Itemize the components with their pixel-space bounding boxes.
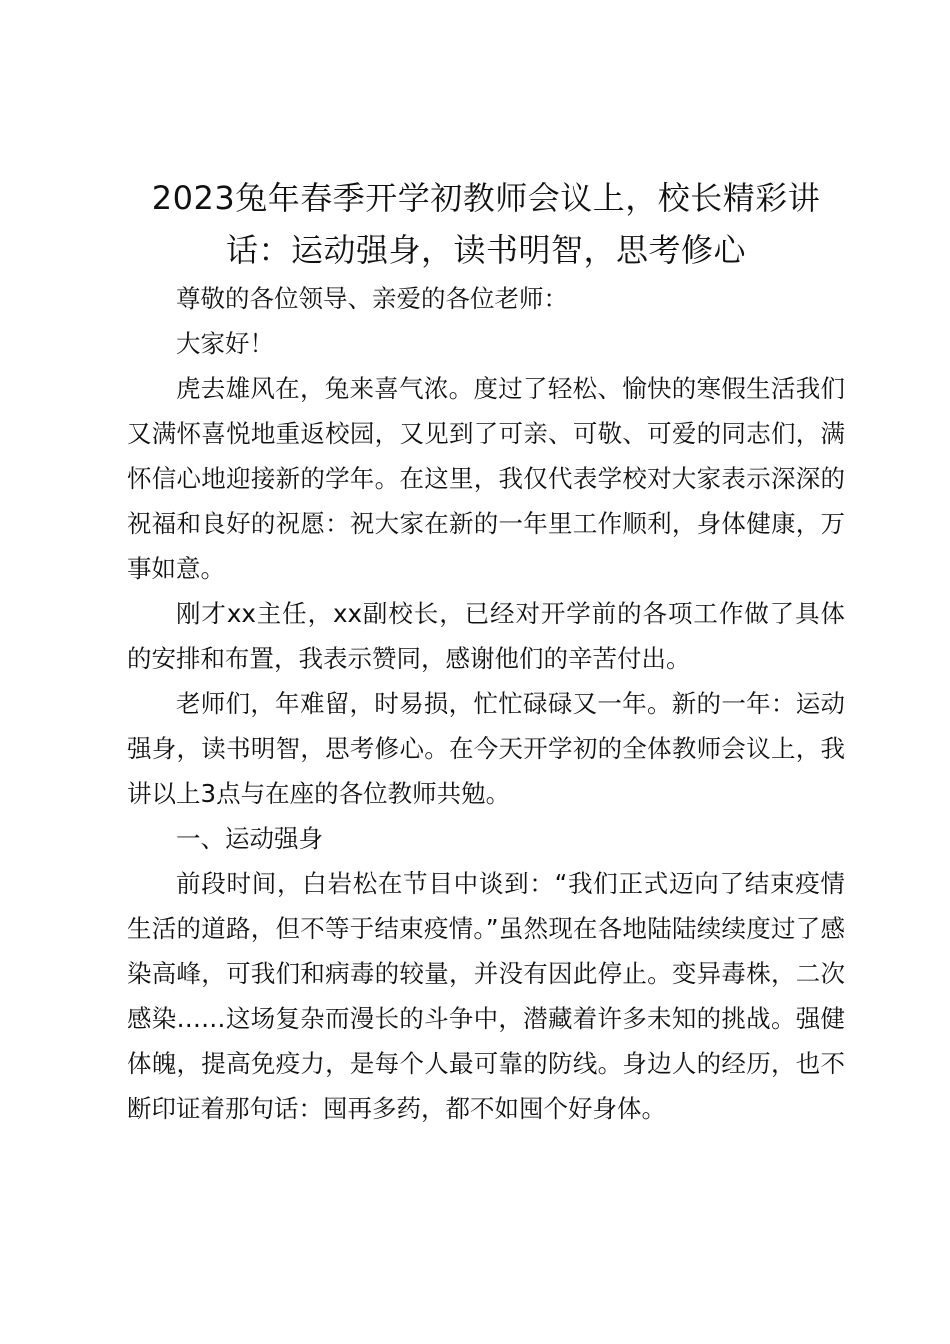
salutation: 尊敬的各位领导、亲爱的各位老师： xyxy=(176,284,568,313)
document-title: 2023兔年春季开学初教师会议上，校长精彩讲话：运动强身，读书明智，思考修心 xyxy=(151,179,821,269)
section-heading-exercise: 一、运动强身 xyxy=(176,824,323,853)
paragraph-new-year: 虎去雄风在，兔来喜气浓。度过了轻松、愉快的寒假生活我们又满怀喜悦地重返校园，又见到了可亲、可敬、可爱的同志们，满怀信心地迎接新的学年。在这里，我仅代表学校对大家表示深深的祝福和良好的祝愿：祝大家在新的一年里工作顺利，身体健康，万事如意。 xyxy=(127,374,845,583)
greeting: 大家好！ xyxy=(176,329,274,358)
paragraph-three-points: 老师们，年难留，时易损，忙忙碌碌又一年。新的一年：运动强身，读书明智，思考修心。在今天开学初的全体教师会议上，我讲以上3点与在座的各位教师共勉。 xyxy=(127,689,845,808)
paragraph-arrangements: 刚才xx主任，xx副校长，已经对开学前的各项工作做了具体的安排和布置，我表示赞同，感谢他们的辛苦付出。 xyxy=(127,599,845,673)
document-content xyxy=(127,172,845,1131)
paragraph-exercise: 前段时间，白岩松在节目中谈到：“我们正式迈向了结束疫情生活的道路，但不等于结束疫情。”虽然现在各地陆陆续续度过了感染高峰，可我们和病毒的较量，并没有因此停止。变异毒株，二次感染……这场复杂而漫长的斗争中，潜藏着许多未知的挑战。强健体魄，提高免疫力，是每个人最可靠的防线。身边人的经历，也不断印证着那句话：囤再多药，都不如囤个好身体。 xyxy=(127,869,845,1123)
